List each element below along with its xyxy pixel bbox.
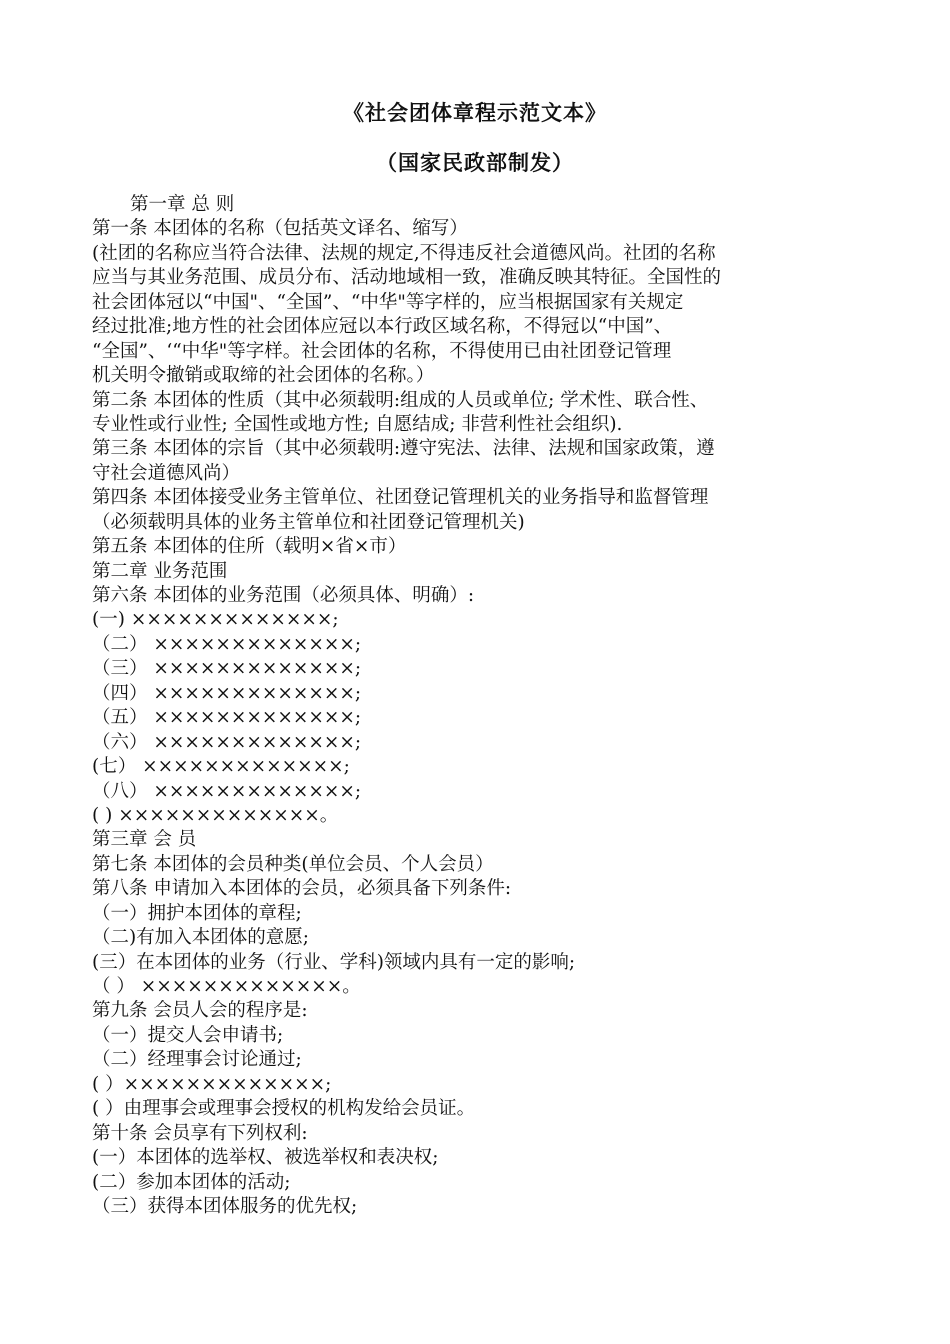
document-subtitle: （国家民政部制发） [376, 151, 574, 175]
list-item: ( ）由理事会或理事会授权的机构发给会员证。 [92, 1098, 476, 1120]
article-line: 第五条 本团体的住所（载明×省×市） [92, 536, 407, 558]
article-line: 第九条 会员人会的程序是: [92, 1000, 308, 1022]
list-item: (一) ×××××××××××××; [92, 609, 339, 631]
paragraph-line: 经过批准;地方性的社会团体应冠以本行政区域名称，不得冠以“中国”、 [92, 316, 673, 338]
article-line: 第二条 本团体的性质（其中必须载明:组成的人员或单位; 学术性、联合性、 [92, 389, 709, 411]
article-line: 第一条 本团体的名称（包括英文译名、缩写） [92, 218, 468, 240]
paragraph-line: 社会团体冠以“中国"、“全国”、“中华"等字样的，应当根据国家有关规定 [92, 291, 684, 313]
list-item: (一）本团体的选举权、被选举权和表决权; [92, 1147, 439, 1169]
list-item: (二）参加本团体的活动; [92, 1171, 291, 1193]
list-item: （三） ×××××××××××××; [92, 658, 362, 680]
paragraph-line: (社团的名称应当符合法律、法规的规定,不得违反社会道德风尚。社团的名称 [92, 242, 716, 264]
list-item: （五） ×××××××××××××; [92, 707, 362, 729]
article-line: 第四条 本团体接受业务主管单位、社团登记管理机关的业务指导和监督管理 [92, 487, 709, 509]
list-item: （二）经理事会讨论通过; [92, 1049, 302, 1071]
list-item: （二)有加入本团体的意愿; [92, 927, 309, 949]
paragraph-line: 守社会道德风尚） [92, 462, 241, 484]
list-item: （六） ×××××××××××××; [92, 731, 362, 753]
article-line: 第八条 申请加入本团体的会员，必须具备下列条件: [92, 878, 512, 900]
paragraph-line: 应当与其业务范围、成员分布、活动地域相一致，准确反映其特征。全国性的 [92, 267, 722, 289]
paragraph-line: 机关明令撤销或取缔的社会团体的名称。） [92, 365, 435, 387]
list-item: （四） ×××××××××××××; [92, 682, 362, 704]
article-line: 第六条 本团体的业务范围（必须具体、明确）: [92, 585, 475, 606]
article-line: 第七条 本团体的会员种类(单位会员、个人会员） [92, 853, 494, 875]
list-item: (三）在本团体的业务（行业、学科)领域内具有一定的影响; [92, 951, 576, 973]
list-item: （二） ×××××××××××××; [92, 633, 362, 655]
article-line: 第十条 会员享有下列权利: [92, 1122, 308, 1144]
list-item: （一）提交人会申请书; [92, 1024, 284, 1046]
list-item: ( ) ×××××××××××××。 [92, 804, 339, 826]
paragraph-line: “全国”、‘“中华"等字样。社会团体的名称，不得使用已由社团登记管理 [92, 340, 672, 362]
chapter-heading: 第一章 总 则 [130, 194, 235, 215]
document-body [92, 193, 860, 1219]
paragraph-line: （必须载明具体的业务主管单位和社团登记管理机关) [92, 511, 525, 533]
list-item: （ ） ×××××××××××××。 [92, 976, 361, 997]
chapter-heading: 第二章 业务范围 [92, 560, 228, 582]
list-item: (七） ×××××××××××××; [92, 756, 350, 778]
paragraph-line: 专业性或行业性; 全国性或地方性; 自愿结成; 非营利性社会组织). [92, 413, 623, 435]
list-item: ( ）×××××××××××××; [92, 1073, 332, 1095]
document-title: 《社会团体章程示范文本》 [343, 101, 607, 125]
article-line: 第三条 本团体的宗旨（其中必须载明:遵守宪法、法律、法规和国家政策，遵 [92, 438, 715, 460]
list-item: （八） ×××××××××××××; [92, 780, 362, 802]
chapter-heading: 第三章 会 员 [92, 829, 197, 851]
list-item: （三）获得本团体服务的优先权; [92, 1195, 358, 1217]
list-item: （一）拥护本团体的章程; [92, 902, 302, 924]
